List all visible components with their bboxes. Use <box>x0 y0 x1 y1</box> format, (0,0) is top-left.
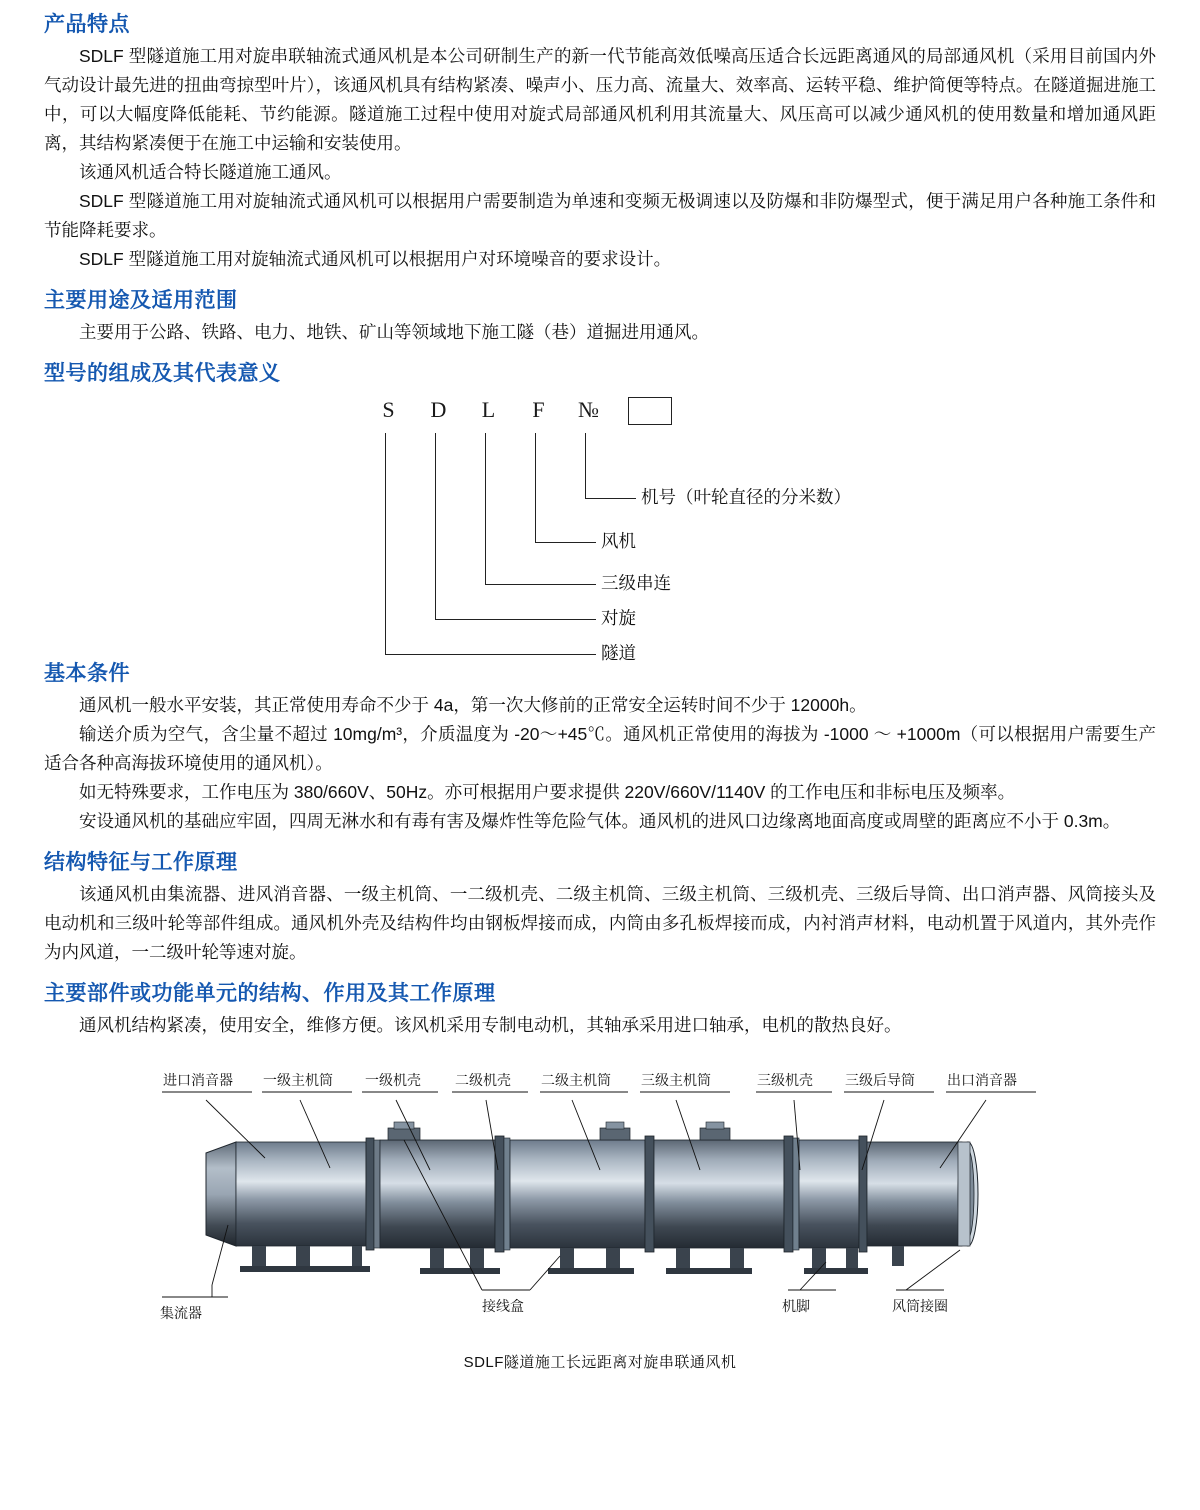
model-number-box <box>628 397 672 425</box>
paragraph: 通风机结构紧凑，使用安全，维修方便。该风机采用专制电动机，其轴承采用进口轴承，电机的散热良好。 <box>79 1015 902 1035</box>
model-letter: S <box>382 397 396 422</box>
section-title: 结构特征与工作原理 <box>44 851 238 874</box>
fan-assembly-figure <box>0 1050 1200 1380</box>
section-applications <box>44 284 1156 347</box>
figure-label-collector: 集流器 <box>160 1305 202 1321</box>
figure-label-junction-box: 接线盒 <box>482 1298 524 1314</box>
paragraph: SDLF 型隧道施工用对旋串联轴流式通风机是本公司研制生产的新一代节能高效低噪高压适合长远距离通风的局部通风机（采用目前国内外气动设计最先进的扭曲弯掠型叶片），该通风机具有结构紧凑、噪声小、压力高、流量大、效率高、运转平稳、维护简便等特点。在隧道掘进施工中，可以大幅度降低能耗、节约能源。隧道施工过程中使用对旋式局部通风机利用其流量大、风压高可以减少通风机的使用数量和增加通风距离，其结构紧凑便于在施工中运输和安装使用。 <box>44 46 1156 153</box>
paragraph: 通风机一般水平安装，其正常使用寿命不少于 4a，第一次大修前的正常安全运转时间不少于 12000h。 <box>79 695 867 715</box>
figure-label-stage1-casing: 一级机壳 <box>365 1072 421 1088</box>
leader-label-1: 机号（叶轮直径的分米数） <box>641 487 851 507</box>
leader-line-4 <box>435 433 436 620</box>
figure-label-stage3-casing: 三级机壳 <box>757 1072 813 1088</box>
paragraph: SDLF 型隧道施工用对旋轴流式通风机可以根据用户对环境噪音的要求设计。 <box>79 249 672 269</box>
paragraph: 如无特殊要求，工作电压为 380/660V、50Hz。亦可根据用户要求提供 220V/660V/1140V 的工作电压和非标电压及频率。 <box>79 782 1016 802</box>
leader-label-4: 对旋 <box>601 608 636 628</box>
paragraph: 输送介质为空气，含尘量不超过 10mg/m³，介质温度为 -20～+45℃。通风机正常使用的海拔为 -1000 ～ +1000m（可以根据用户需要生产适合各种高海拔环境使用的通风机）。 <box>44 724 1156 773</box>
section-title: 主要部件或功能单元的结构、作用及其工作原理 <box>44 982 496 1005</box>
section-model-code <box>44 357 1156 663</box>
model-letter: F <box>532 397 546 422</box>
figure-label-foot: 机脚 <box>782 1298 810 1314</box>
leader-line-5 <box>385 433 386 655</box>
figure-caption: SDLF隧道施工长远距离对旋串联通风机 <box>463 1354 737 1371</box>
section-main-components <box>44 977 1156 1040</box>
section-product-features <box>44 8 1156 274</box>
model-letter: № <box>578 397 600 422</box>
figure-label-inlet-silencer: 进口消音器 <box>163 1072 233 1088</box>
section-structure-principle <box>44 846 1156 967</box>
model-letter: L <box>481 397 497 422</box>
section-basic-conditions <box>44 657 1156 836</box>
paragraph: 该通风机由集流器、进风消音器、一级主机筒、一二级机壳、二级主机筒、三级主机筒、三级机壳、三级后导筒、出口消声器、风筒接头及电动机和三级叶轮等部件组成。通风机外壳及结构件均由钢板焊接而成，内筒由多孔板焊接而成，内衬消声材料，电动机置于风道内，其外壳作为内风道，一二级叶轮等速对旋。 <box>44 884 1156 962</box>
paragraph: 主要用于公路、铁路、电力、地铁、矿山等领域地下施工隧（巷）道掘进用通风。 <box>79 322 709 342</box>
section-title: 主要用途及适用范围 <box>44 289 238 312</box>
leader-label-2: 风机 <box>601 531 636 551</box>
figure-label-outlet-silencer: 出口消音器 <box>947 1072 1017 1088</box>
section-title: 产品特点 <box>44 13 130 36</box>
figure-label-stage3-barrel: 三级主机筒 <box>641 1072 711 1088</box>
figure-label-stage2-barrel: 二级主机筒 <box>541 1072 611 1088</box>
section-title: 型号的组成及其代表意义 <box>44 362 281 385</box>
leader-line-2 <box>535 433 536 543</box>
model-code-letters <box>364 397 672 425</box>
leader-line-1 <box>585 433 586 499</box>
model-code-diagram <box>44 397 1156 663</box>
figure-label-duct-ring: 风筒接圈 <box>892 1298 948 1314</box>
figure-label-stage2-casing: 二级机壳 <box>455 1072 511 1088</box>
figure-label-stage3-rear-barrel: 三级后导筒 <box>845 1072 915 1088</box>
leader-label-5: 隧道 <box>601 643 636 663</box>
fan-assembly-drawing <box>0 1050 1200 1380</box>
paragraph: 安设通风机的基础应牢固，四周无淋水和有毒有害及爆炸性等危险气体。通风机的进风口边缘离地面高度或周壁的距离应不小于 0.3m。 <box>79 811 1121 831</box>
leader-line-3 <box>485 433 486 585</box>
paragraph: SDLF 型隧道施工用对旋轴流式通风机可以根据用户需要制造为单速和变频无极调速以及防爆和非防爆型式，便于满足用户各种施工条件和节能降耗要求。 <box>44 191 1156 240</box>
model-letter: D <box>430 397 448 422</box>
paragraph: 该通风机适合特长隧道施工通风。 <box>79 162 342 182</box>
section-title: 基本条件 <box>44 662 130 685</box>
leader-label-3: 三级串连 <box>601 573 671 593</box>
figure-label-stage1-barrel: 一级主机筒 <box>263 1072 333 1088</box>
